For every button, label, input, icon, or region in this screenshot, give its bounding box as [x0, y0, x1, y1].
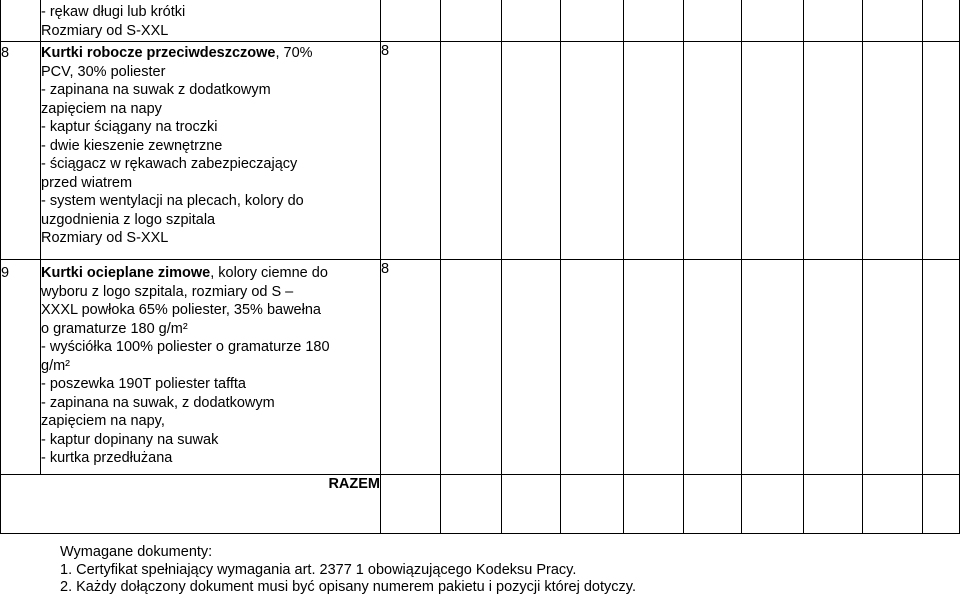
empty-cell: [684, 475, 742, 534]
empty-cell: [502, 0, 561, 42]
item-title: Kurtki robocze przeciwdeszczowe: [41, 45, 276, 61]
description-line: - wyściółka 100% poliester o gramaturze 180: [41, 339, 330, 355]
description-line: g/m²: [41, 357, 70, 374]
empty-cell: [502, 475, 561, 534]
total-label: RAZEM: [1, 475, 381, 534]
row-number: 9: [1, 260, 41, 475]
empty-cell: [804, 42, 863, 260]
empty-cell: [441, 42, 502, 260]
item-title-rest: , kolory ciemne do: [210, 265, 328, 281]
empty-cell: [742, 42, 804, 260]
documents-heading: Wymagane dokumenty:: [60, 544, 213, 560]
item-title: Kurtki ocieplane zimowe: [41, 265, 211, 281]
empty-cell: [923, 42, 960, 260]
empty-cell: [561, 42, 624, 260]
empty-cell: [742, 260, 804, 475]
empty-cell: [624, 475, 684, 534]
description-line: - kurtka przedłużana: [41, 450, 173, 466]
description-line: - rękaw długi lub krótki: [41, 4, 186, 20]
item-description: [41, 260, 381, 475]
empty-cell: [624, 260, 684, 475]
description-line: - zapinana na suwak, z dodatkowym: [41, 394, 275, 411]
empty-cell: [502, 42, 561, 260]
document-item: 2. Każdy dołączony dokument musi być opisany numerem pakietu i pozycji której dotyczy.: [60, 579, 636, 595]
description-line: zapięciem na napy: [41, 100, 162, 117]
description-line: - dwie kieszenie zewnętrzne: [41, 137, 223, 154]
empty-cell: [561, 475, 624, 534]
description-line: PCV, 30% poliester: [41, 63, 166, 80]
empty-cell: [804, 0, 863, 42]
quantity-cell: 8: [381, 260, 441, 475]
row-number: 8: [1, 42, 41, 260]
table-row: [1, 260, 960, 475]
description-line: zapięciem na napy,: [41, 413, 165, 429]
empty-cell: [684, 260, 742, 475]
description-line: Rozmiary od S-XXL: [41, 22, 169, 39]
description-line: o gramaturze 180 g/m²: [41, 320, 188, 337]
description-line: - zapinana na suwak z dodatkowym: [41, 82, 271, 98]
empty-cell: [441, 0, 502, 42]
description-line: Rozmiary od S-XXL: [41, 230, 169, 246]
description-line: wyboru z logo szpitala, rozmiary od S –: [41, 283, 294, 300]
empty-cell: [923, 475, 960, 534]
table-row: [1, 0, 960, 42]
table-row: [1, 42, 960, 260]
description-line: przed wiatrem: [41, 174, 133, 191]
empty-cell: [804, 260, 863, 475]
empty-cell: [684, 42, 742, 260]
empty-cell: [804, 475, 863, 534]
empty-cell: [624, 0, 684, 42]
row-number: [1, 0, 41, 42]
quantity-cell: 8: [381, 42, 441, 260]
description-line: XXXL powłoka 65% poliester, 35% bawełna: [41, 302, 321, 318]
description-line: - kaptur ściągany na troczki: [41, 119, 218, 135]
empty-cell: [742, 475, 804, 534]
required-documents: [60, 544, 636, 597]
empty-cell: [923, 0, 960, 42]
empty-cell: [624, 42, 684, 260]
total-row: [1, 475, 960, 534]
item-description: [41, 42, 381, 260]
description-line: - poszewka 190T poliester taffta: [41, 376, 246, 392]
empty-cell: [561, 260, 624, 475]
empty-cell: [684, 0, 742, 42]
description-line: uzgodnienia z logo szpitala: [41, 211, 216, 228]
empty-cell: [441, 475, 502, 534]
description-line: - system wentylacji na plecach, kolory do: [41, 193, 304, 209]
empty-cell: [441, 260, 502, 475]
empty-cell: [561, 0, 624, 42]
empty-cell: [381, 475, 441, 534]
description-line: - kaptur dopinany na suwak: [41, 431, 219, 448]
item-description: [41, 0, 381, 42]
document-item: 1. Certyfikat spełniający wymagania art. 2377 1 obowiązującego Kodeksu Pracy.: [60, 561, 577, 578]
empty-cell: [923, 260, 960, 475]
quantity-cell: [381, 0, 441, 42]
empty-cell: [863, 0, 923, 42]
description-line: - ściągacz w rękawach zabezpieczający: [41, 156, 298, 172]
empty-cell: [863, 260, 923, 475]
empty-cell: [502, 260, 561, 475]
empty-cell: [863, 475, 923, 534]
item-title-rest: , 70%: [275, 45, 313, 61]
empty-cell: [863, 42, 923, 260]
empty-cell: [742, 0, 804, 42]
